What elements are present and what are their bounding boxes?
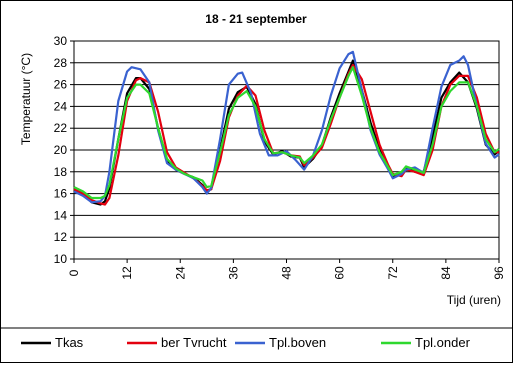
legend-item-0 (21, 335, 84, 350)
x-tick-label: 12 (120, 266, 135, 280)
grid-lines (74, 63, 499, 237)
x-tick-label: 72 (385, 266, 400, 280)
y-axis (54, 34, 74, 266)
x-tick-label: 24 (173, 266, 188, 280)
legend-label: Tpl.onder (415, 335, 470, 350)
legend-label: Tkas (55, 335, 84, 350)
y-tick-label: 26 (53, 77, 67, 92)
x-tick-label: 48 (279, 266, 294, 280)
legend-item-2 (235, 335, 326, 350)
line-chart (1, 1, 512, 362)
y-tick-label: 24 (53, 99, 67, 114)
legend-item-1 (127, 335, 227, 350)
legend-label: Tpl.boven (269, 335, 327, 350)
legend-label: ber Tvrucht (161, 335, 227, 350)
y-tick-label: 20 (53, 143, 67, 157)
y-tick-label: 30 (53, 34, 67, 48)
x-tick-label: 84 (438, 266, 453, 280)
x-tick-label: 60 (332, 266, 347, 280)
series-line-3 (74, 67, 499, 198)
y-axis-label: Temperatuur (°C) (19, 52, 33, 146)
x-tick-label: 36 (226, 266, 241, 280)
x-axis-label: Tijd (uren) (446, 293, 501, 307)
y-tick-label: 12 (53, 230, 67, 245)
chart-title: 18 - 21 september (205, 12, 307, 26)
y-tick-label: 18 (53, 164, 67, 179)
x-axis (67, 259, 506, 280)
y-tick-label: 16 (53, 186, 67, 201)
y-tick-label: 22 (53, 121, 67, 136)
y-tick-label: 14 (53, 208, 67, 223)
legend-item-3 (381, 335, 471, 350)
legend (21, 335, 471, 350)
x-tick-label: 0 (67, 269, 81, 277)
y-tick-label: 10 (53, 252, 67, 266)
x-tick-label: 96 (492, 266, 506, 280)
y-tick-label: 28 (53, 55, 67, 70)
